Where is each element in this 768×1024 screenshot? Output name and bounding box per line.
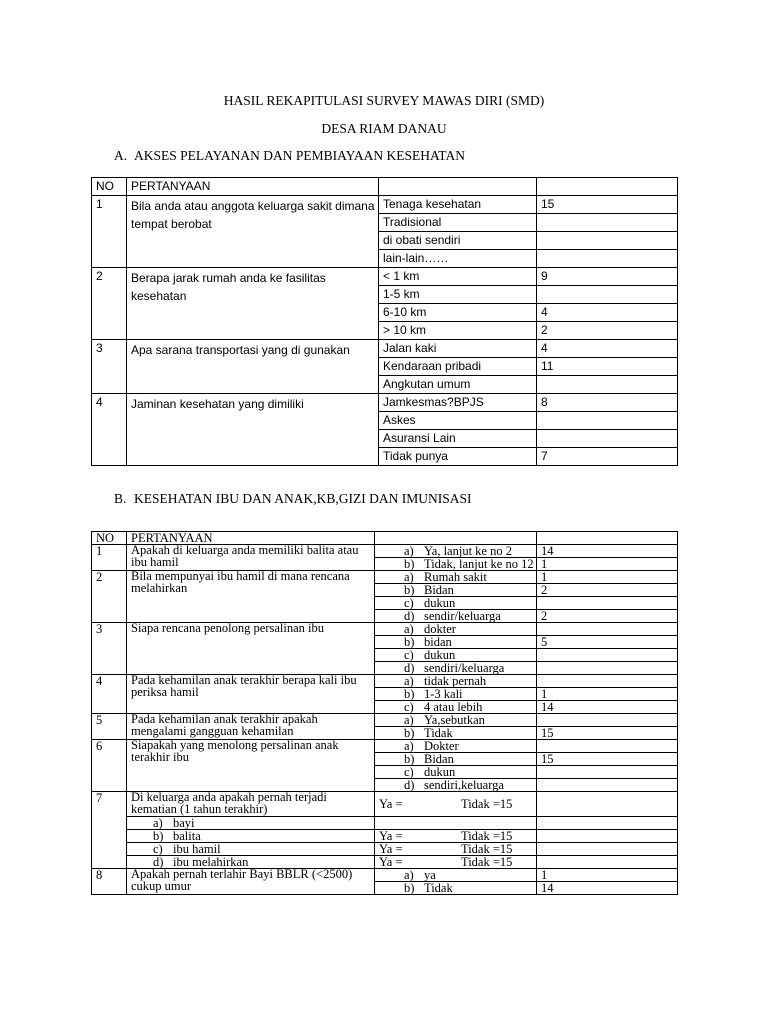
tidak-label: Tidak =15 [461, 842, 513, 856]
option-letter: a) [404, 622, 414, 636]
option-letter: d) [404, 609, 415, 623]
option-label: Tidak [424, 881, 453, 895]
row-question: Pada kehamilan anak terakhir berapa kali ibu periksa hamil [127, 675, 375, 714]
option-value: 2 [537, 584, 678, 597]
row-question: Jaminan kesehatan yang dimiliki [127, 394, 379, 466]
option-value: 14 [537, 545, 678, 558]
table-row [92, 571, 678, 584]
option-cell [375, 882, 537, 895]
option-value [537, 649, 678, 662]
option-value: 4 [537, 304, 678, 322]
header-option [375, 532, 537, 545]
option-label: Rumah sakit [424, 570, 487, 584]
sub-label: ibu hamil [173, 842, 221, 856]
option-cell [375, 571, 537, 584]
option-label: 1-5 km [379, 286, 537, 304]
sub-item [127, 843, 375, 856]
row-question: Pada kehamilan anak terakhir apakah mengalami gangguan kehamilan [127, 714, 375, 740]
row-question: Bila mempunyai ibu hamil di mana rencana melahirkan [127, 571, 375, 623]
tidak-label: Tidak =15 [461, 797, 513, 811]
ya-tidak-cell [375, 856, 537, 869]
option-value [537, 779, 678, 792]
sub-letter: b) [153, 829, 164, 843]
option-label: Tidak [424, 726, 453, 740]
header-value [537, 178, 678, 196]
option-label: dukun [424, 596, 456, 610]
option-cell [375, 688, 537, 701]
option-cell [375, 869, 537, 882]
option-value: 4 [537, 340, 678, 358]
table-row [92, 675, 678, 688]
option-label: 6-10 km [379, 304, 537, 322]
table-row [92, 830, 678, 843]
option-cell [375, 753, 537, 766]
row-number: 8 [92, 869, 127, 895]
option-letter: b) [404, 635, 415, 649]
ya-tidak-cell [375, 792, 537, 817]
document-subtitle: DESA RIAM DANAU [321, 121, 447, 136]
table-row [92, 545, 678, 558]
row-number: 1 [92, 545, 127, 571]
option-value: 11 [537, 358, 678, 376]
row-question: Bila anda atau anggota keluarga sakit dimana tempat berobat [127, 196, 379, 268]
option-value [537, 843, 678, 856]
sub-letter: c) [153, 842, 163, 856]
row-number: 1 [92, 196, 127, 268]
row-number: 6 [92, 740, 127, 792]
row-question: Siapakah yang menolong persalinan anak terakhir ibu [127, 740, 375, 792]
option-value [537, 250, 678, 268]
row-question: Apakah di keluarga anda memiliki balita atau ibu hamil [127, 545, 375, 571]
option-cell [375, 701, 537, 714]
option-value [537, 792, 678, 817]
option-value [537, 714, 678, 727]
section-b-title: KESEHATAN IBU DAN ANAK,KB,GIZI DAN IMUNISASI [134, 491, 472, 506]
option-letter: a) [404, 544, 414, 558]
option-value: 2 [537, 610, 678, 623]
row-number: 2 [92, 571, 127, 623]
option-cell [375, 662, 537, 675]
table-header-row [92, 178, 678, 196]
header-no: NO [92, 178, 127, 196]
row-number: 4 [92, 394, 127, 466]
option-cell [375, 584, 537, 597]
option-letter: a) [404, 674, 414, 688]
option-letter: a) [404, 868, 414, 882]
option-label: Tenaga kesehatan [379, 196, 537, 214]
option-letter: b) [404, 687, 415, 701]
option-label: Ya, lanjut ke no 2 [424, 544, 512, 558]
option-label: Tradisional [379, 214, 537, 232]
document-title: HASIL REKAPITULASI SURVEY MAWAS DIRI (SMD) [223, 93, 545, 108]
option-letter: a) [404, 739, 414, 753]
row-number: 4 [92, 675, 127, 714]
option-label: 1-3 kali [424, 687, 463, 701]
option-label: Bidan [424, 583, 454, 597]
option-label: tidak pernah [424, 674, 487, 688]
option-cell [375, 597, 537, 610]
option-value [537, 817, 678, 830]
option-label: Angkutan umum [379, 376, 537, 394]
row-number: 5 [92, 714, 127, 740]
option-cell [375, 545, 537, 558]
option-label: Tidak, lanjut ke no 12 [424, 557, 534, 571]
option-letter: b) [404, 557, 415, 571]
option-value: 1 [537, 558, 678, 571]
ya-label: Ya = [379, 855, 403, 869]
option-value: 15 [537, 753, 678, 766]
option-value [537, 232, 678, 250]
row-question: Berapa jarak rumah anda ke fasilitas kesehatan [127, 268, 379, 340]
row-number: 3 [92, 623, 127, 675]
option-value [537, 830, 678, 843]
option-cell [375, 727, 537, 740]
table-row [92, 792, 678, 817]
option-cell [375, 675, 537, 688]
sub-item [127, 817, 375, 830]
row-question: Apakah pernah terlahir Bayi BBLR (<2500) cukup umur [127, 869, 375, 895]
option-cell [375, 649, 537, 662]
option-label: Jalan kaki [379, 340, 537, 358]
option-label: Dokter [424, 739, 459, 753]
sub-letter: d) [153, 855, 164, 869]
option-value [537, 214, 678, 232]
option-label: Jamkesmas?BPJS [379, 394, 537, 412]
option-letter: a) [404, 570, 414, 584]
sub-letter: a) [153, 816, 163, 830]
tidak-label: Tidak =15 [461, 855, 513, 869]
option-letter: d) [404, 778, 415, 792]
table-kesehatan-ibu-anak [91, 531, 678, 895]
ya-label: Ya = [379, 829, 403, 843]
option-letter: b) [404, 726, 415, 740]
option-value [537, 662, 678, 675]
option-label: ya [424, 868, 436, 882]
option-value [537, 623, 678, 636]
option-cell [375, 636, 537, 649]
option-cell [375, 714, 537, 727]
ya-label: Ya = [379, 797, 403, 811]
section-a-title: AKSES PELAYANAN DAN PEMBIAYAAN KESEHATAN [134, 148, 465, 163]
sub-label: ibu melahirkan [173, 855, 249, 869]
option-value [537, 856, 678, 869]
table-row [92, 268, 678, 286]
option-label: di obati sendiri [379, 232, 537, 250]
option-value [537, 376, 678, 394]
tidak-label: Tidak =15 [461, 829, 513, 843]
option-label: > 10 km [379, 322, 537, 340]
option-label: < 1 km [379, 268, 537, 286]
option-value: 15 [537, 727, 678, 740]
option-value: 7 [537, 448, 678, 466]
option-value [537, 430, 678, 448]
section-a-letter: A. [114, 148, 128, 163]
header-question: PERTANYAAN [127, 532, 375, 545]
option-value [537, 675, 678, 688]
option-letter: d) [404, 661, 415, 675]
option-label: dokter [424, 622, 456, 636]
ya-tidak-cell [375, 843, 537, 856]
option-value: 8 [537, 394, 678, 412]
row-number: 7 [92, 792, 127, 869]
header-value [537, 532, 678, 545]
sub-label: balita [173, 829, 201, 843]
table-row [92, 623, 678, 636]
option-label: sendiri/keluarga [424, 661, 505, 675]
option-cell [375, 610, 537, 623]
ya-tidak-cell [375, 830, 537, 843]
option-value: 14 [537, 882, 678, 895]
option-value: 1 [537, 688, 678, 701]
option-value: 15 [537, 196, 678, 214]
option-cell [375, 779, 537, 792]
option-letter: b) [404, 752, 415, 766]
option-value [537, 740, 678, 753]
table-row [92, 740, 678, 753]
section-b-heading [114, 491, 472, 507]
table-row [92, 714, 678, 727]
row-question: Di keluarga anda apakah pernah terjadi kematian (1 tahun terakhir) [127, 792, 375, 817]
table-row [92, 869, 678, 882]
option-label: Tidak punya [379, 448, 537, 466]
option-value: 2 [537, 322, 678, 340]
header-question: PERTANYAAN [127, 178, 379, 196]
option-letter: c) [404, 648, 414, 662]
option-label: lain-lain…… [379, 250, 537, 268]
option-letter: c) [404, 700, 414, 714]
sub-label: bayi [173, 816, 195, 830]
option-letter: a) [404, 713, 414, 727]
section-b-letter: B. [114, 491, 127, 506]
option-value: 9 [537, 268, 678, 286]
row-question: Apa sarana transportasi yang di gunakan [127, 340, 379, 394]
option-label: Asuransi Lain [379, 430, 537, 448]
ya-label: Ya = [379, 842, 403, 856]
section-a-heading [114, 148, 465, 164]
row-number: 3 [92, 340, 127, 394]
option-label: dukun [424, 648, 456, 662]
option-letter: c) [404, 765, 414, 779]
option-cell [375, 766, 537, 779]
option-label: bidan [424, 635, 452, 649]
option-label: Kendaraan pribadi [379, 358, 537, 376]
option-cell [375, 558, 537, 571]
table-row [92, 394, 678, 412]
row-question: Siapa rencana penolong persalinan ibu [127, 623, 375, 675]
option-cell [375, 623, 537, 636]
option-label: Askes [379, 412, 537, 430]
table-row [92, 196, 678, 214]
option-value: 1 [537, 869, 678, 882]
option-label: Ya,sebutkan [424, 713, 485, 727]
table-akses-pelayanan [91, 177, 678, 466]
row-number: 2 [92, 268, 127, 340]
table-row [92, 817, 678, 830]
option-letter: c) [404, 596, 414, 610]
option-letter: b) [404, 881, 415, 895]
option-value [537, 597, 678, 610]
table-row [92, 340, 678, 358]
option-label: 4 atau lebih [424, 700, 483, 714]
option-label: dukun [424, 765, 456, 779]
option-value [537, 766, 678, 779]
option-label: Bidan [424, 752, 454, 766]
ya-tidak-cell [375, 817, 537, 830]
sub-item [127, 830, 375, 843]
header-no: NO [92, 532, 127, 545]
option-label: sendir/keluarga [424, 609, 501, 623]
option-value: 14 [537, 701, 678, 714]
option-value [537, 412, 678, 430]
option-letter: b) [404, 583, 415, 597]
option-value: 1 [537, 571, 678, 584]
header-option [379, 178, 537, 196]
table-row [92, 843, 678, 856]
option-label: sendiri,keluarga [424, 778, 504, 792]
option-value: 5 [537, 636, 678, 649]
option-value [537, 286, 678, 304]
option-cell [375, 740, 537, 753]
